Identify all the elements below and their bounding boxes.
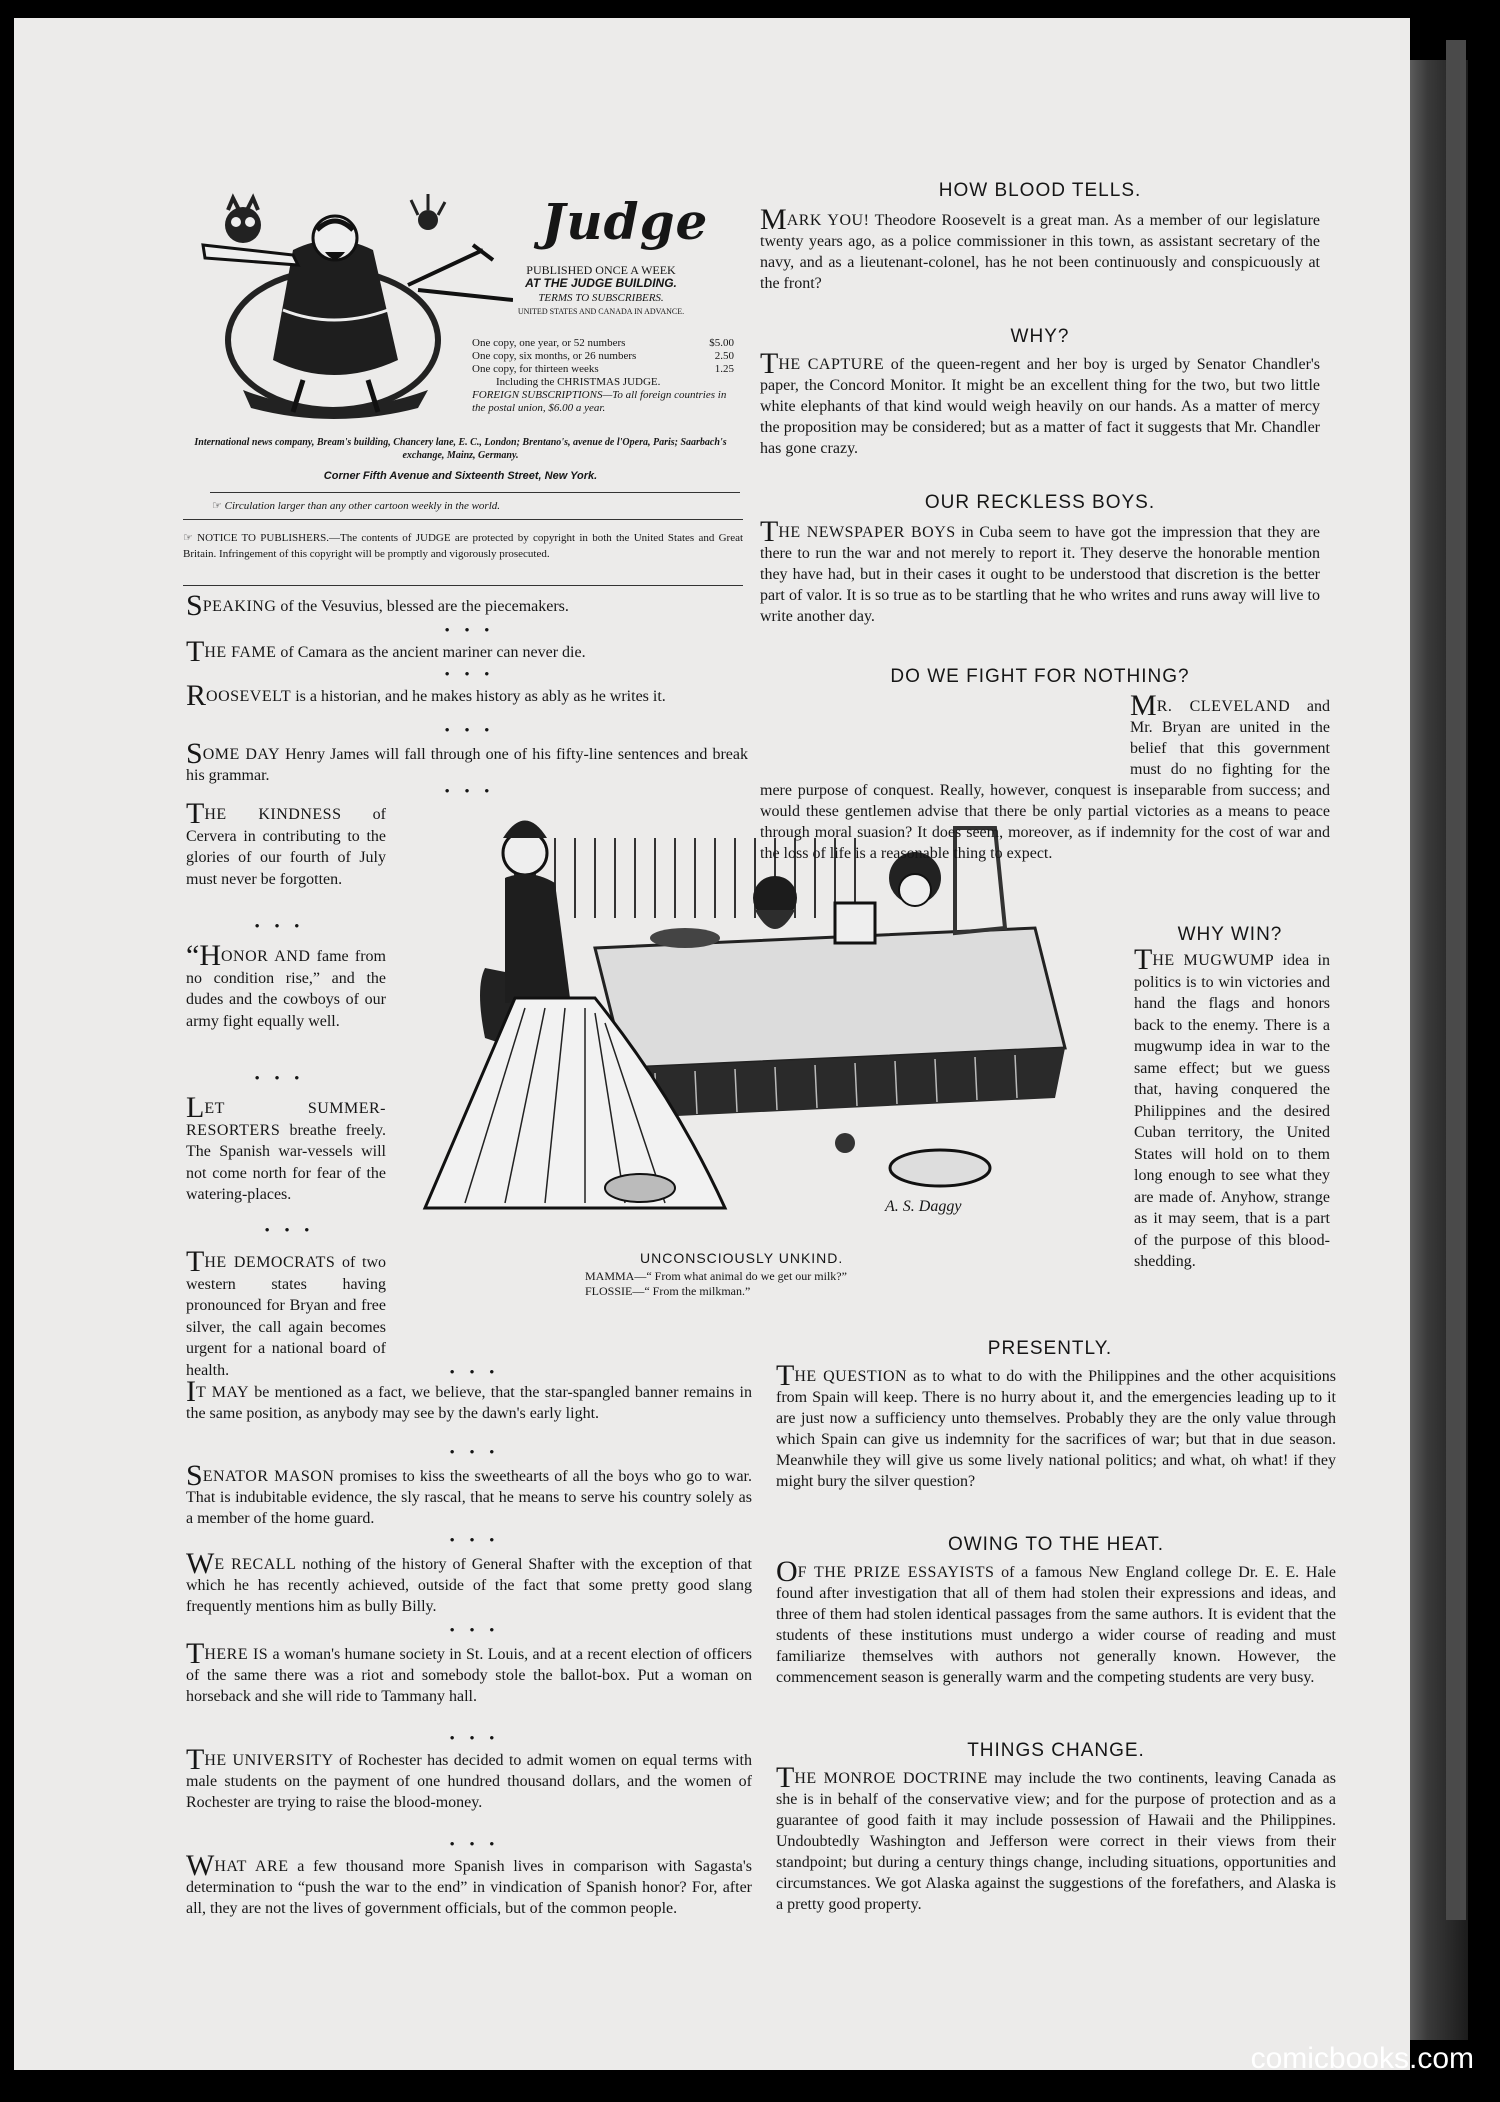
paragraph-senator-mason: SENATOR MASON promises to kiss the sweethearts of all the boys who go to war. That is indubitable evidence, the sly rascal, that he means to serve his country solely as a member of the home guard. xyxy=(186,1459,752,1527)
caption-speaker: MAMMA xyxy=(585,1269,635,1283)
section-stars: • • • xyxy=(444,783,496,798)
rate-label: One copy, six months, or 26 numbers xyxy=(472,350,637,362)
published-frequency: PUBLISHED ONCE A WEEK xyxy=(526,263,676,277)
caption-line-mamma: MAMMA—“ From what animal do we get our milk?” xyxy=(585,1269,847,1283)
heading-why-win: WHY WIN? xyxy=(1177,924,1283,945)
caption-line-flossie: FLOSSIE—“ From the milkman.” xyxy=(585,1284,751,1298)
paragraph-camara: THE FAME of Camara as the ancient mariner can never die. xyxy=(186,635,586,668)
section-stars: • • • xyxy=(449,1836,501,1851)
circulation-note xyxy=(212,500,742,513)
illustration-wrap-spacer xyxy=(760,696,1130,780)
paragraph-rochester: THE UNIVERSITY of Rochester has decided to admit women on equal terms with male students on the payment of one hundred thousand dollars, and the women of Rochester are trying to raise the blood-money. xyxy=(186,1743,752,1811)
paragraph-things-change: THE MONROE DOCTRINE may include the two continents, leaving Canada as she is in behalf of the conservative view; and for the purpose of protection and as a guarantee of good faith it may include possession of Hawaii and the Philippines. Undoubtedly Washington and Jefferson were correct in their views from their standpoint; but during a century things change, including situations, opportunities and circumstances. We got Alaska against the suggestions of the forefathers, and Alaska is a pretty good property. xyxy=(776,1761,1336,1913)
publisher-address: Corner Fifth Avenue and Sixteenth Street, New York. xyxy=(323,470,598,482)
heading-our-reckless-boys: OUR RECKLESS BOYS. xyxy=(924,492,1156,513)
caption-speaker: FLOSSIE xyxy=(585,1284,633,1298)
paragraph-shafter: WE RECALL nothing of the history of General Shafter with the exception of that which he has recently achieved, outside of the fact that some pretty good slang frequently mentions him as bully Billy. xyxy=(186,1547,752,1615)
caption-title: UNCONSCIOUSLY UNKIND. xyxy=(640,1250,844,1266)
agents-line: International news company, Bream's building, Chancery lane, E. C., London; Brentano's, avenue de l'Opera, Paris; Saarbach's exchange, Mainz, Germany. xyxy=(194,437,727,461)
section-stars: • • • xyxy=(449,1444,501,1459)
rate-row xyxy=(472,363,734,376)
publisher-building: AT THE JUDGE BUILDING. xyxy=(525,276,677,290)
masthead-illustration xyxy=(183,190,513,420)
paragraph-humane-society: THERE IS a woman's humane society in St. Louis, and at a recent election of officers of the same there was a riot and somebody stole the ballot-box. Put a woman on horseback and she will ride to Tammany hall. xyxy=(186,1637,752,1705)
paragraph-cervera: THE KINDNESS of Cervera in contributing to the glories of our fourth of July must never be forgotten. xyxy=(186,797,386,888)
paragraph-star-spangled: IT MAY be mentioned as a fact, we believe, that the star-spangled banner remains in the same position, as anybody may see by the dawn's early light. xyxy=(186,1375,752,1422)
heading-presently: PRESENTLY. xyxy=(987,1338,1113,1359)
paragraph-vesuvius: SPEAKING of the Vesuvius, blessed are the piecemakers. xyxy=(186,589,569,622)
illustration-signature: A. S. Daggy xyxy=(885,1198,962,1215)
circulation-text: Circulation larger than any other cartoon weekly in the world. xyxy=(224,500,501,512)
masthead-title: Judge xyxy=(541,192,709,251)
paragraph-honor-and-fame: “HONOR AND fame from no condition rise,” and the dudes and the cowboys of our army fight equally well. xyxy=(186,939,386,1030)
paragraph-owing-to-the-heat: OF THE PRIZE ESSAYISTS of a famous New England college Dr. E. E. Hale found after investigation that all of them had stolen their expressions and ideas, and three of them had stolen identical passages from the same authors. It is evident that the students of these institutions must undergo a wider course of reading and must familiarize themselves with authors not generally known. However, the commencement season is generally warm and the competing students are very busy. xyxy=(776,1555,1337,1686)
heading-things-change: THINGS CHANGE. xyxy=(967,1740,1145,1761)
paragraph-roosevelt: ROOSEVELT is a historian, and he makes history as ably as he writes it. xyxy=(186,679,666,712)
pointing-hand-icon: ☞ xyxy=(183,532,193,544)
heading-do-we-fight-for-nothing: DO WE FIGHT FOR NOTHING? xyxy=(890,666,1190,687)
masthead-rule xyxy=(183,519,743,520)
section-stars: • • • xyxy=(449,1622,501,1637)
publisher-notice xyxy=(183,530,743,562)
paragraph-how-blood-tells: MARK YOU! Theodore Roosevelt is a great man. As a member of our legislature twenty years ago, as a police commissioner in this town, as assistant secretary of the navy, and as a lieutenant-colonel, has he not been continuously and conspicuously at the front? xyxy=(760,203,1320,292)
rate-label: One copy, for thirteen weeks xyxy=(472,363,599,375)
christmas-note: Including the CHRISTMAS JUDGE. xyxy=(496,376,661,388)
section-stars: • • • xyxy=(254,918,306,933)
rate-price: 2.50 xyxy=(714,350,734,362)
masthead-rule xyxy=(183,585,743,586)
heading-how-blood-tells: HOW BLOOD TELLS. xyxy=(938,180,1142,201)
terms-heading: TERMS TO SUBSCRIBERS. xyxy=(538,292,664,304)
paragraph-spanish-lives: WHAT ARE a few thousand more Spanish lives in comparison with Sagasta's determination to “push the war to the end” in vindication of Spanish honor? For, after all, they are not the lives of government officials, but of the common people. xyxy=(186,1849,752,1917)
paragraph-democrats-text: THE DEMOCRATS of two western states having pronounced for Bryan and free silver, the call again becomes urgent for a national board of health. xyxy=(186,1245,386,1379)
drop-initial: S xyxy=(186,589,203,622)
rate-price: 1.25 xyxy=(714,363,734,375)
rate-row xyxy=(472,337,734,350)
site-watermark: comicbooks.com xyxy=(1250,2042,1474,2075)
paragraph-why-win: THE MUGWUMP idea in politics is to win victories and hand the flags and honors back to the enemy. There is a mugwump idea in war to the same effect; but we guess that, having conquered the Philippines and the desired Cuban territory, the United States will hold on to them long enough to see what they are made of. Anyhow, strange as it may seem, that is a part of the purpose of this blood-shedding. xyxy=(1134,943,1330,1270)
heading-why: WHY? xyxy=(1010,326,1070,347)
paragraph-summer-resorters: LET SUMMER-RESORTERS breathe freely. The Spanish war-vessels will not come north for fear of the watering-places. xyxy=(186,1091,386,1203)
rate-label: One copy, one year, or 52 numbers xyxy=(472,337,626,349)
section-stars: • • • xyxy=(444,666,496,681)
pointing-hand-icon: ☞ xyxy=(212,500,222,512)
foreign-subscriptions: FOREIGN SUBSCRIPTIONS—To all foreign countries in the postal union, $6.00 a year. xyxy=(472,389,727,414)
masthead-rule xyxy=(210,492,740,493)
heading-owing-to-the-heat: OWING TO THE HEAT. xyxy=(947,1534,1165,1555)
rate-price: $5.00 xyxy=(709,337,734,349)
paragraph-why: THE CAPTURE of the queen-regent and her boy is urged by Senator Chandler's paper, the Concord Monitor. It might be an excellent thing for the two, but two little white elephants of that kind would weigh heavily on our hands. As a matter of mercy the proposition may be considered; but as a matter of fact it suggests that Mr. Chandler has gone crazy. xyxy=(760,347,1321,457)
section-stars: • • • xyxy=(254,1070,306,1085)
section-stars: • • • xyxy=(264,1222,316,1237)
section-stars: • • • xyxy=(449,1364,501,1379)
paragraph-presently: THE QUESTION as to what to do with the Philippines and the other acquisitions from Spain will keep. There is no hurry about it, and the emergencies leading up to it are just now a sufficiency unto themselves. Probably they are the only value through which Spain can give us indemnity for the sacrifices of war; but that in due season. Meanwhile they will give us some lively national politics; and what, oh what! if they might bury the silver question? xyxy=(776,1359,1337,1490)
binding-edge xyxy=(1446,40,1466,1920)
notice-text: —The contents of JUDGE are protected by copyright in both the United States and Great Britain. Infringement of this copyright will be promptly and vigorously prosecuted. xyxy=(183,532,744,560)
advance-note: UNITED STATES AND CANADA IN ADVANCE. xyxy=(517,307,685,316)
paragraph-our-reckless-boys: THE NEWSPAPER BOYS in Cuba seem to have got the impression that they are there to run the war and not merely to report it. They deserve the honorable mention they have had, but in their cases it ought to be understood that discretion is the better part of valor. It is so true as to be startling that he who writes and runs away will live to write another day. xyxy=(760,515,1320,625)
paragraph-do-we-fight-for-nothing: MR. CLEVELAND and Mr. Bryan are united in the belief that this government must do no fighting for the mere purpose of conquest. Really, however, conquest is inseparable from success; and would these gentlemen advise that there be only partial victories as a means to peace through moral suasion? It does seem, moreover, as if indemnity for the cost of war and the loss of life is a reasonable thing to expect. xyxy=(760,689,1330,862)
paragraph-henry-james: SOME DAY Henry James will fall through one of his fifty-line sentences and break his grammar. xyxy=(186,737,749,784)
rate-row xyxy=(472,350,734,363)
section-stars: • • • xyxy=(444,622,496,637)
section-stars: • • • xyxy=(449,1532,501,1547)
section-stars: • • • xyxy=(444,722,496,737)
notice-lead: NOTICE TO PUBLISHERS. xyxy=(197,532,330,544)
section-stars: • • • xyxy=(449,1730,501,1745)
